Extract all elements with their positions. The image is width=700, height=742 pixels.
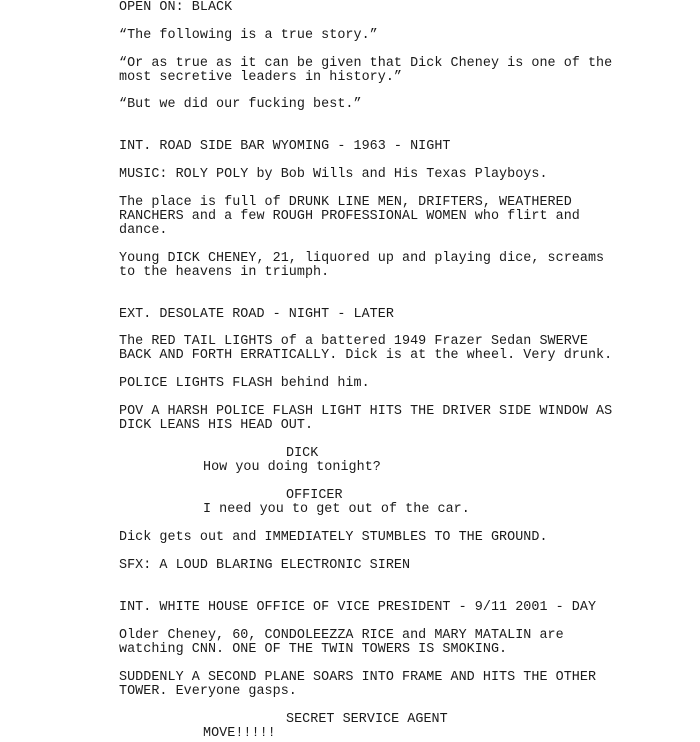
scene-heading: INT. WHITE HOUSE OFFICE OF VICE PRESIDENT - 9/11 2001 - DAY — [119, 600, 597, 615]
character-name: SECRET SERVICE AGENT — [286, 712, 448, 727]
action-line: SUDDENLY A SECOND PLANE SOARS INTO FRAME AND HITS THE OTHER — [119, 670, 597, 685]
action-line: Young DICK CHENEY, 21, liquored up and playing dice, screams — [119, 251, 605, 266]
transition-open-on-black: OPEN ON: BLACK — [119, 0, 233, 15]
action-line: BACK AND FORTH ERRATICALLY. Dick is at the wheel. Very drunk. — [119, 348, 613, 363]
dialogue-line: How you doing tonight? — [203, 460, 381, 475]
action-line: The place is full of DRUNK LINE MEN, DRIFTERS, WEATHERED — [119, 195, 572, 210]
action-line: TOWER. Everyone gasps. — [119, 684, 297, 699]
action-line: to the heavens in triumph. — [119, 265, 330, 280]
action-line: POLICE LIGHTS FLASH behind him. — [119, 376, 370, 391]
action-line: dance. — [119, 223, 168, 238]
action-line: RANCHERS and a few ROUGH PROFESSIONAL WOMEN who flirt and — [119, 209, 580, 224]
character-name: OFFICER — [286, 488, 343, 503]
action-line: POV A HARSH POLICE FLASH LIGHT HITS THE DRIVER SIDE WINDOW AS — [119, 404, 613, 419]
action-line: SFX: A LOUD BLARING ELECTRONIC SIREN — [119, 558, 411, 573]
scene-heading: EXT. DESOLATE ROAD - NIGHT - LATER — [119, 307, 394, 322]
action-line: Dick gets out and IMMEDIATELY STUMBLES TO THE GROUND. — [119, 530, 548, 545]
action-line: “But we did our fucking best.” — [119, 97, 362, 112]
scene-heading: INT. ROAD SIDE BAR WYOMING - 1963 - NIGHT — [119, 139, 451, 154]
action-line: “The following is a true story.” — [119, 28, 378, 43]
action-line: The RED TAIL LIGHTS of a battered 1949 Frazer Sedan SWERVE — [119, 334, 588, 349]
action-line: Older Cheney, 60, CONDOLEEZZA RICE and MARY MATALIN are — [119, 628, 564, 643]
action-line: MUSIC: ROLY POLY by Bob Wills and His Texas Playboys. — [119, 167, 548, 182]
action-line: watching CNN. ONE OF THE TWIN TOWERS IS SMOKING. — [119, 642, 508, 657]
action-line: DICK LEANS HIS HEAD OUT. — [119, 418, 314, 433]
action-line: “Or as true as it can be given that Dick Cheney is one of the — [119, 56, 613, 71]
character-name: DICK — [286, 446, 319, 461]
dialogue-line: MOVE!!!!! — [203, 726, 276, 741]
action-line: most secretive leaders in history.” — [119, 70, 402, 85]
dialogue-line: I need you to get out of the car. — [203, 502, 470, 517]
